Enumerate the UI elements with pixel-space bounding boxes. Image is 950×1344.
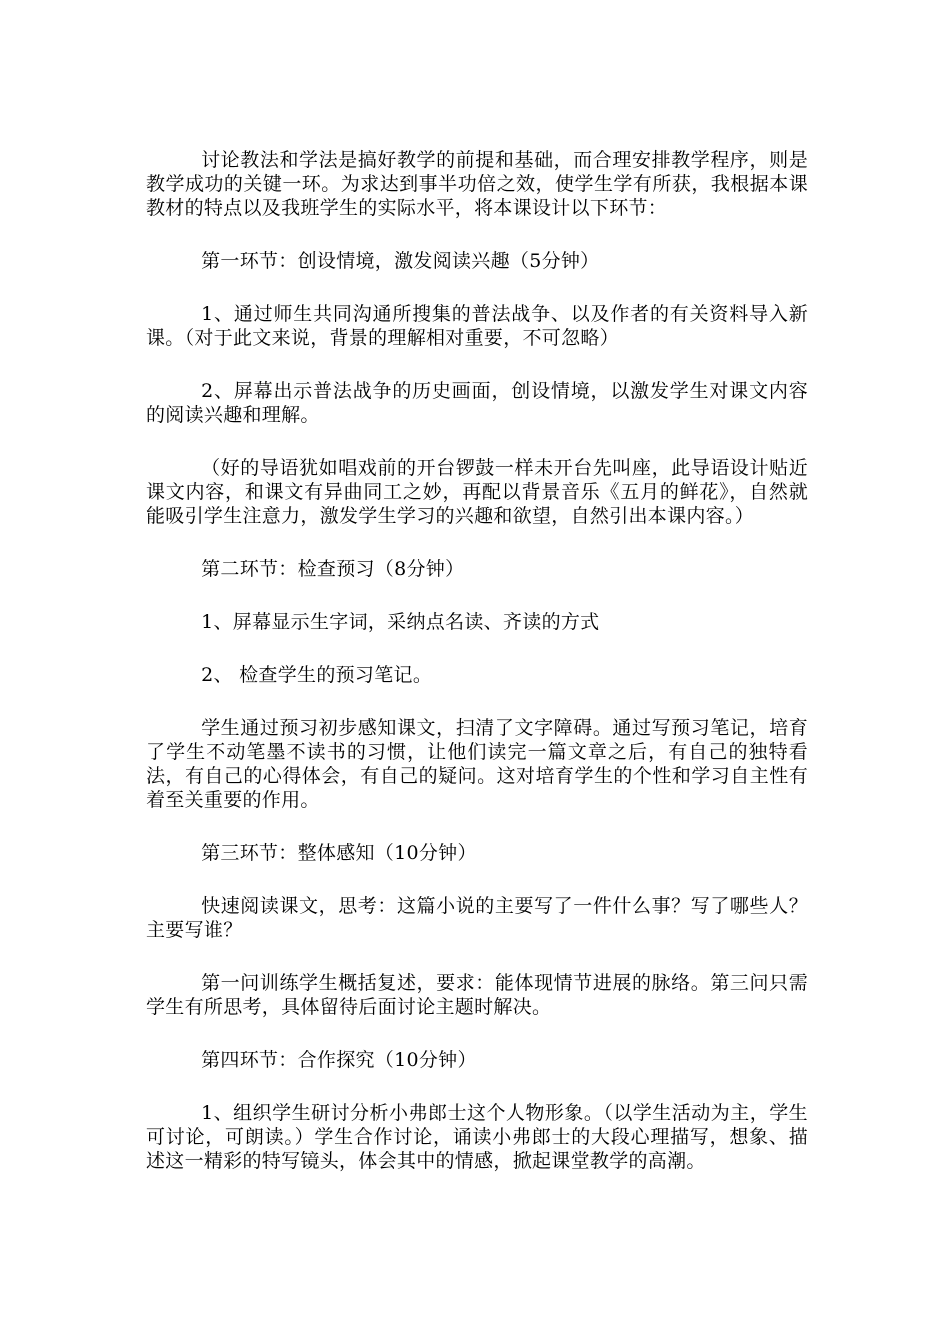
paragraph-step-2-note: 学生通过预习初步感知课文，扫清了文字障碍。通过写预习笔记，培育了学生不动笔墨不读书的习惯，让他们读完一篇文章之后，有自己的独特看法，有自己的心得体会，有自己的疑问。这对培育学生的个性和学习自主性有着至关重要的作用。 bbox=[146, 717, 808, 811]
paragraph-step-1-note: （好的导语犹如唱戏前的开台锣鼓一样未开台先叫座，此导语设计贴近课文内容，和课文有异曲同工之妙，再配以背景音乐《五月的鲜花》，自然就能吸引学生注意力，激发学生学习的兴趣和欲望，自然引出本课内容。） bbox=[146, 457, 808, 527]
paragraph-step-1-2: 2、屏幕出示普法战争的历史画面，创设情境，以激发学生对课文内容的阅读兴趣和理解。 bbox=[146, 380, 808, 426]
paragraph-step-4-1: 1、组织学生研讨分析小弗郎士这个人物形象。（以学生活动为主，学生可讨论，可朗读。）学生合作讨论，诵读小弗郎士的大段心理描写，想象、描述这一精彩的特写镜头，体会其中的情感，掀起课堂教学的高潮。 bbox=[146, 1102, 808, 1172]
section-heading-3: 第三环节：整体感知（10分钟） bbox=[201, 842, 477, 864]
document-page bbox=[146, 148, 808, 1173]
paragraph-step-2-2: 2、 检查学生的预习笔记。 bbox=[201, 664, 433, 686]
section-heading-1: 第一环节：创设情境，激发阅读兴趣（5分钟） bbox=[201, 250, 600, 272]
section-heading-2: 第二环节：检查预习（8分钟） bbox=[201, 558, 465, 580]
paragraph-step-3-1: 快速阅读课文，思考：这篇小说的主要写了一件什么事？写了哪些人？主要写谁？ bbox=[146, 895, 808, 941]
paragraph-step-1-1: 1、通过师生共同沟通所搜集的普法战争、以及作者的有关资料导入新课。（对于此文来说，背景的理解相对重要，不可忽略） bbox=[146, 303, 808, 349]
paragraph-intro: 讨论教法和学法是搞好教学的前提和基础，而合理安排教学程序，则是教学成功的关键一环。为求达到事半功倍之效，使学生学有所获，我根据本课教材的特点以及我班学生的实际水平，将本课设计以下环节： bbox=[146, 149, 808, 219]
paragraph-step-3-note: 第一问训练学生概括复述，要求：能体现情节进展的脉络。第三问只需学生有所思考，具体留待后面讨论主题时解决。 bbox=[146, 972, 808, 1018]
section-heading-4: 第四环节：合作探究（10分钟） bbox=[201, 1049, 477, 1071]
paragraph-step-2-1: 1、屏幕显示生字词，采纳点名读、齐读的方式 bbox=[201, 611, 600, 633]
